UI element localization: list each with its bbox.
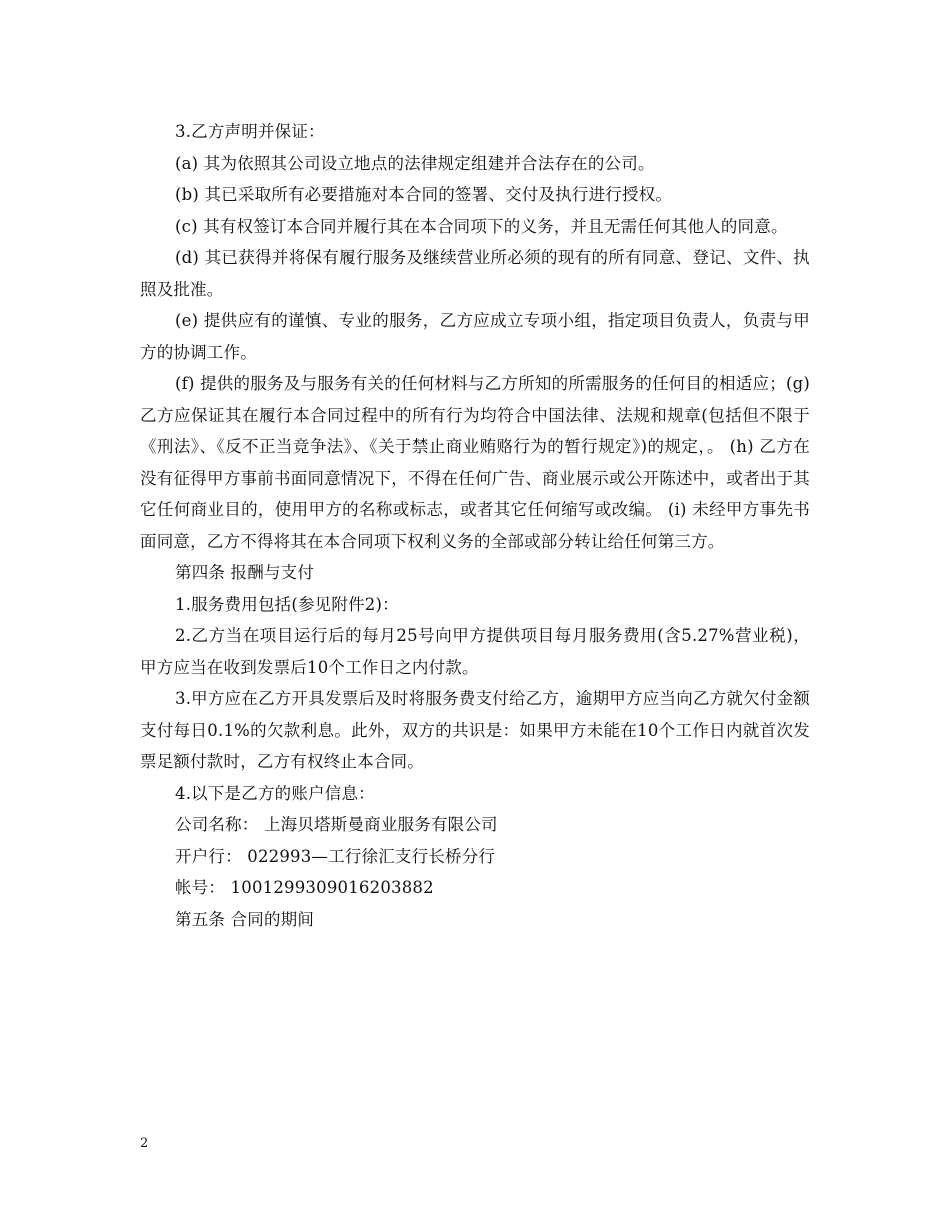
document-body <box>140 116 810 935</box>
paragraph-monthly-fee: 2.乙方当在项目运行后的每月25号向甲方提供项目每月服务费用(含5.27%营业税)，甲方应当在收到发票后10个工作日之内付款。 <box>140 626 810 677</box>
paragraph-account-intro: 4.以下是乙方的账户信息： <box>175 783 375 803</box>
account-company-name: 公司名称： 上海贝塔斯曼商业服务有限公司 <box>175 815 498 834</box>
page-number: 2 <box>140 1136 149 1151</box>
paragraph-clause-a: (a) 其为依照其公司设立地点的法律规定组建并合法存在的公司。 <box>175 153 655 173</box>
paragraph-clause-b: (b) 其已采取所有必要措施对本合同的签署、交付及执行进行授权。 <box>175 185 673 204</box>
paragraph-clause-e: (e) 提供应有的谨慎、专业的服务，乙方应成立专项小组，指定项目负责人，负责与甲方的协调工作。 <box>140 311 810 362</box>
account-number: 帐号： 1001299309016203882 <box>175 878 434 897</box>
paragraph-clause-c: (c) 其有权签订本合同并履行其在本合同项下的义务，并且无需任何其他人的同意。 <box>175 216 788 236</box>
section-heading-article-4: 第四条 报酬与支付 <box>175 563 315 582</box>
paragraph-party-b-declaration: 3.乙方声明并保证： <box>175 122 325 141</box>
paragraph-clause-f-to-i: (f) 提供的服务及与服务有关的任何材料与乙方所知的所需服务的任何目的相适应；(g) 乙方应保证其在履行本合同过程中的所有行为均符合中国法律、法规和规章(包括但不限于《刑法》、《反不正当竞争法》、《关于禁止商业贿赂行为的暂行规定》)的规定，。 (h) 乙方在没有征得甲方事前书面同意情况下，不得在任何广告、商业展示或公开陈述中，或者出于其它任何商业目的，使用甲方的名称或标志，或者其它任何缩写或改编。 (i) 未经甲方事先书面同意，乙方不得将其在本合同项下权利义务的全部或部分转让给任何第三方。 <box>140 374 810 551</box>
paragraph-fee-scope: 1.服务费用包括(参见附件2)： <box>175 594 399 614</box>
section-heading-article-5: 第五条 合同的期间 <box>175 909 315 929</box>
account-bank: 开户行： 022993—工行徐汇支行长桥分行 <box>175 846 496 866</box>
paragraph-payment-terms: 3.甲方应在乙方开具发票后及时将服务费支付给乙方，逾期甲方应当向乙方就欠付金额支付每日0.1%的欠款利息。此外，双方的共识是：如果甲方未能在10个工作日内就首次发票足额付款时，乙方有权终止本合同。 <box>140 689 810 771</box>
paragraph-clause-d: (d) 其已获得并将保有履行服务及继续营业所必须的现有的所有同意、登记、文件、执照及批准。 <box>140 248 810 299</box>
